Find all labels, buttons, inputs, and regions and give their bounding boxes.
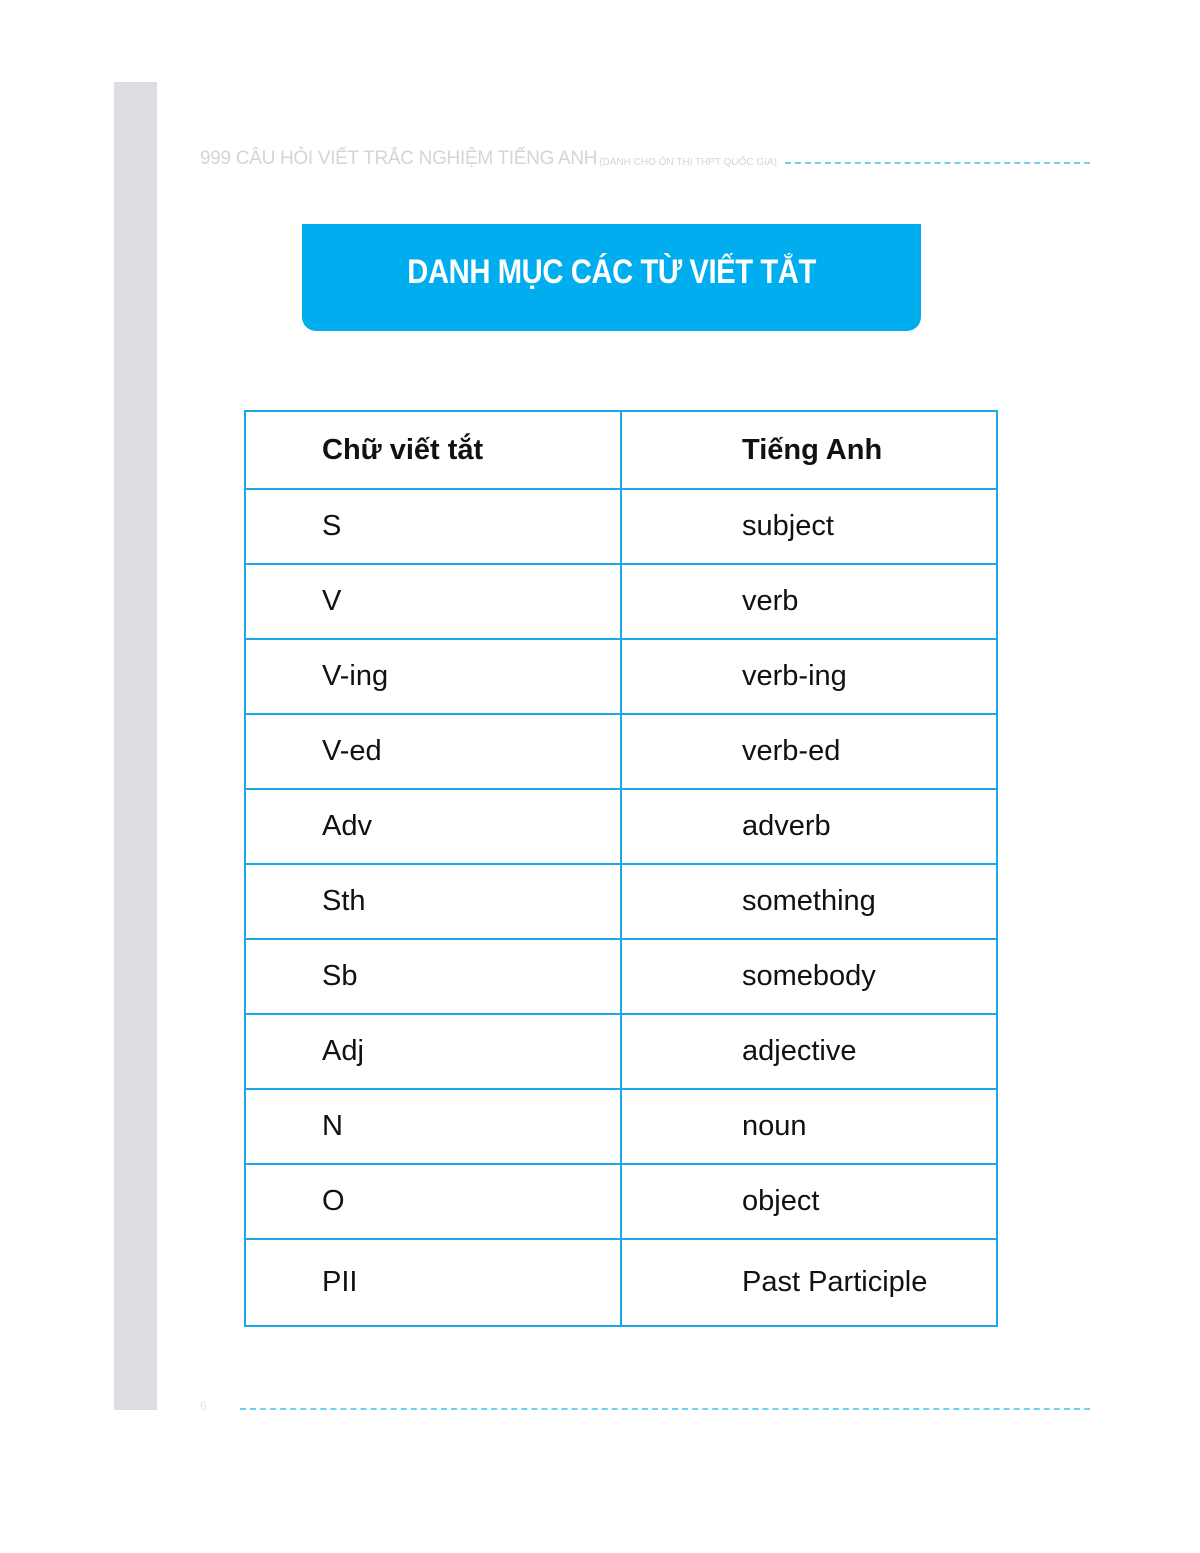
english-cell: Past Participle — [621, 1239, 997, 1326]
abbreviation-cell: V-ing — [245, 639, 621, 714]
english-cell: object — [621, 1164, 997, 1239]
header-dashed-line — [785, 162, 1090, 164]
abbreviation-cell: V — [245, 564, 621, 639]
abbreviation-table — [244, 410, 998, 1327]
english-cell: verb — [621, 564, 997, 639]
english-cell: verb-ed — [621, 714, 997, 789]
abbreviation-cell: Adj — [245, 1014, 621, 1089]
table-row — [245, 714, 997, 789]
table-row — [245, 1014, 997, 1089]
english-cell: something — [621, 864, 997, 939]
abbreviation-cell: Sb — [245, 939, 621, 1014]
table-row — [245, 639, 997, 714]
page-title: DANH MỤC CÁC TỪ VIẾT TẮT — [407, 253, 816, 291]
table-row — [245, 1089, 997, 1164]
abbreviation-cell: N — [245, 1089, 621, 1164]
abbreviation-cell: Sth — [245, 864, 621, 939]
english-cell: adverb — [621, 789, 997, 864]
title-banner — [302, 224, 921, 331]
footer-dashed-line — [240, 1408, 1090, 1410]
table-row — [245, 864, 997, 939]
side-margin-bar — [114, 82, 157, 1410]
abbreviation-cell: PII — [245, 1239, 621, 1326]
table-row — [245, 789, 997, 864]
abbreviation-cell: O — [245, 1164, 621, 1239]
english-cell: noun — [621, 1089, 997, 1164]
column-header-abbreviation: Chữ viết tắt — [245, 411, 621, 489]
running-header — [200, 146, 1090, 170]
book-title: 999 CÂU HỎI VIẾT TRẮC NGHIỆM TIẾNG ANH — [200, 148, 598, 169]
abbreviation-cell: S — [245, 489, 621, 564]
table-row — [245, 489, 997, 564]
table-row — [245, 939, 997, 1014]
table-header-row — [245, 411, 997, 489]
column-header-english: Tiếng Anh — [621, 411, 997, 489]
page-footer — [200, 1396, 1090, 1416]
table-row — [245, 564, 997, 639]
book-subtitle: (DÀNH CHO ÔN THI THPT QUỐC GIA) — [599, 157, 777, 168]
english-cell: verb-ing — [621, 639, 997, 714]
abbreviation-cell: V-ed — [245, 714, 621, 789]
table-row — [245, 1164, 997, 1239]
table-row — [245, 1239, 997, 1326]
english-cell: somebody — [621, 939, 997, 1014]
abbreviation-cell: Adv — [245, 789, 621, 864]
english-cell: subject — [621, 489, 997, 564]
page-number: 6 — [200, 1399, 207, 1413]
english-cell: adjective — [621, 1014, 997, 1089]
